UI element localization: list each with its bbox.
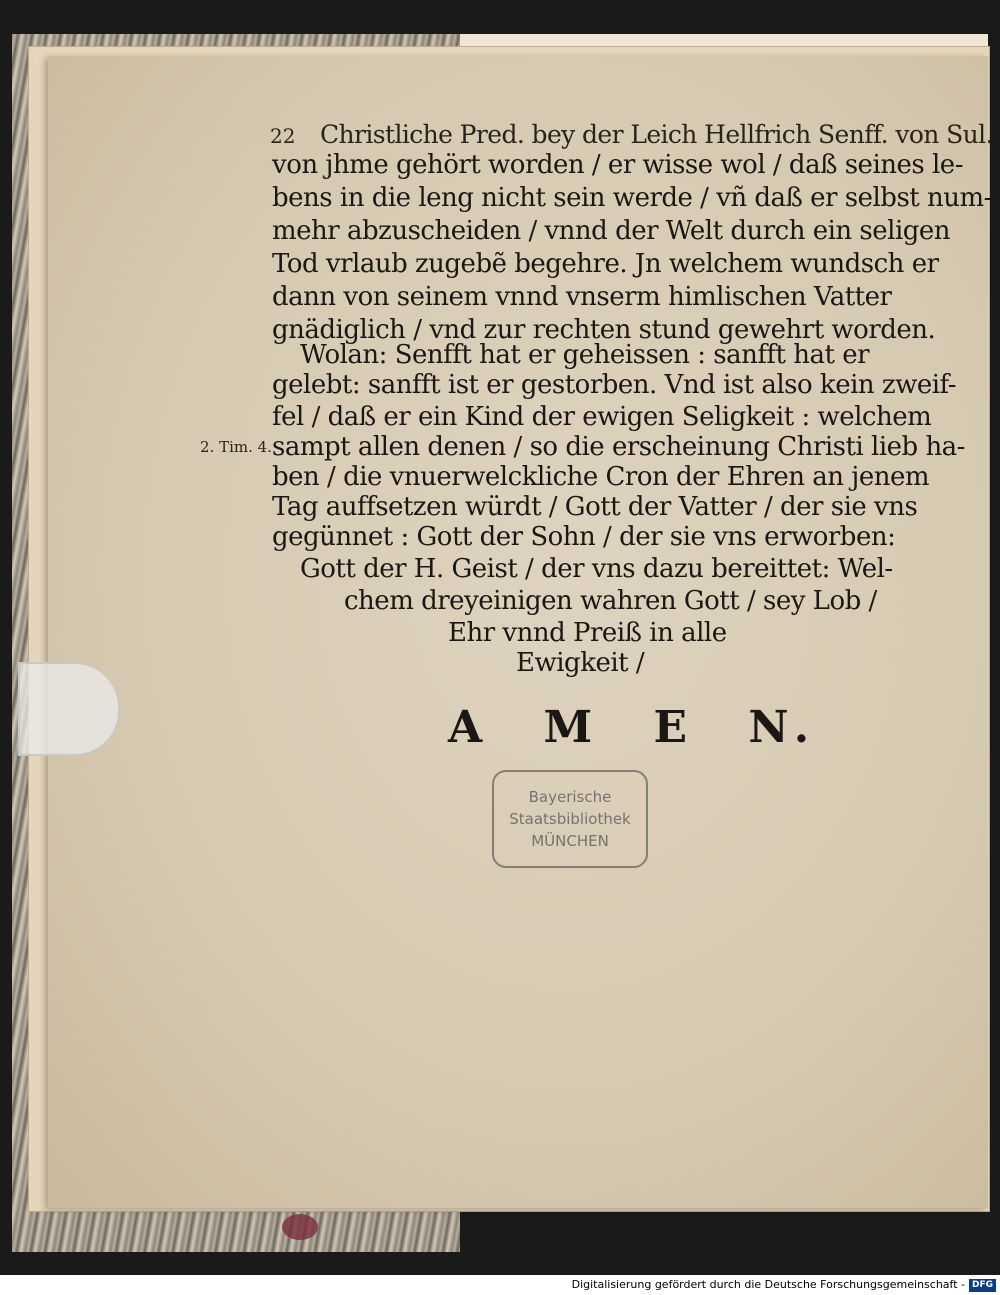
text-line: dann von seinem vnnd vnserm himlischen Vatter xyxy=(272,282,892,312)
cover-stain xyxy=(282,1214,318,1240)
stamp-line: MÜNCHEN xyxy=(531,832,609,850)
text-line: ben / die vnuerwelckliche Cron der Ehren an jenem xyxy=(272,462,930,492)
text-line: chem dreyeinigen wahren Gott / sey Lob / xyxy=(344,586,877,616)
text-line: mehr abzuscheiden / vnnd der Welt durch ein seligen xyxy=(272,216,951,246)
text-line: von jhme gehört worden / er wisse wol / daß seines le- xyxy=(272,150,963,180)
amen-heading: A M E N. xyxy=(448,702,818,753)
text-line: gegünnet : Gott der Sohn / der sie vns erworben: xyxy=(272,522,896,552)
text-line: Ehr vnnd Preiß in alle xyxy=(448,618,727,648)
footer-credit: Digitalisierung gefördert durch die Deutsche Forschungsgemeinschaft - xyxy=(571,1278,965,1291)
text-line: fel / daß er ein Kind der ewigen Seligkeit : welchem xyxy=(272,402,932,432)
text-line: gelebt: sanfft ist er gestorben. Vnd ist also kein zweif- xyxy=(272,370,957,400)
paper-clip xyxy=(18,662,120,756)
text-line: Tag auffsetzen würdt / Gott der Vatter / der sie vns xyxy=(272,492,918,522)
stamp-line: Staatsbibliothek xyxy=(509,810,631,828)
margin-reference: 2. Tim. 4. xyxy=(200,438,272,456)
text-line: bens in die leng nicht sein werde / vñ daß er selbst num- xyxy=(272,183,992,213)
library-stamp xyxy=(492,770,648,868)
footer-bar xyxy=(0,1275,1000,1295)
running-title: Christliche Pred. bey der Leich Hellfrich Senff. von Sul. xyxy=(320,120,993,149)
text-line: sampt allen denen / so die erscheinung Christi lieb ha- xyxy=(272,432,965,462)
dfg-logo: DFG xyxy=(969,1279,996,1292)
stamp-line: Bayerische xyxy=(528,788,612,806)
text-line: Ewigkeit / xyxy=(516,648,645,678)
text-line: Gott der H. Geist / der vns dazu bereittet: Wel- xyxy=(300,554,893,584)
text-line: Wolan: Senfft hat er geheissen : sanfft hat er xyxy=(300,340,870,370)
page-number: 22 xyxy=(270,124,296,148)
text-line: gnädiglich / vnd zur rechten stund gewehrt worden. xyxy=(272,315,936,345)
text-line: Tod vrlaub zugebẽ begehre. Jn welchem wundsch er xyxy=(272,249,939,279)
